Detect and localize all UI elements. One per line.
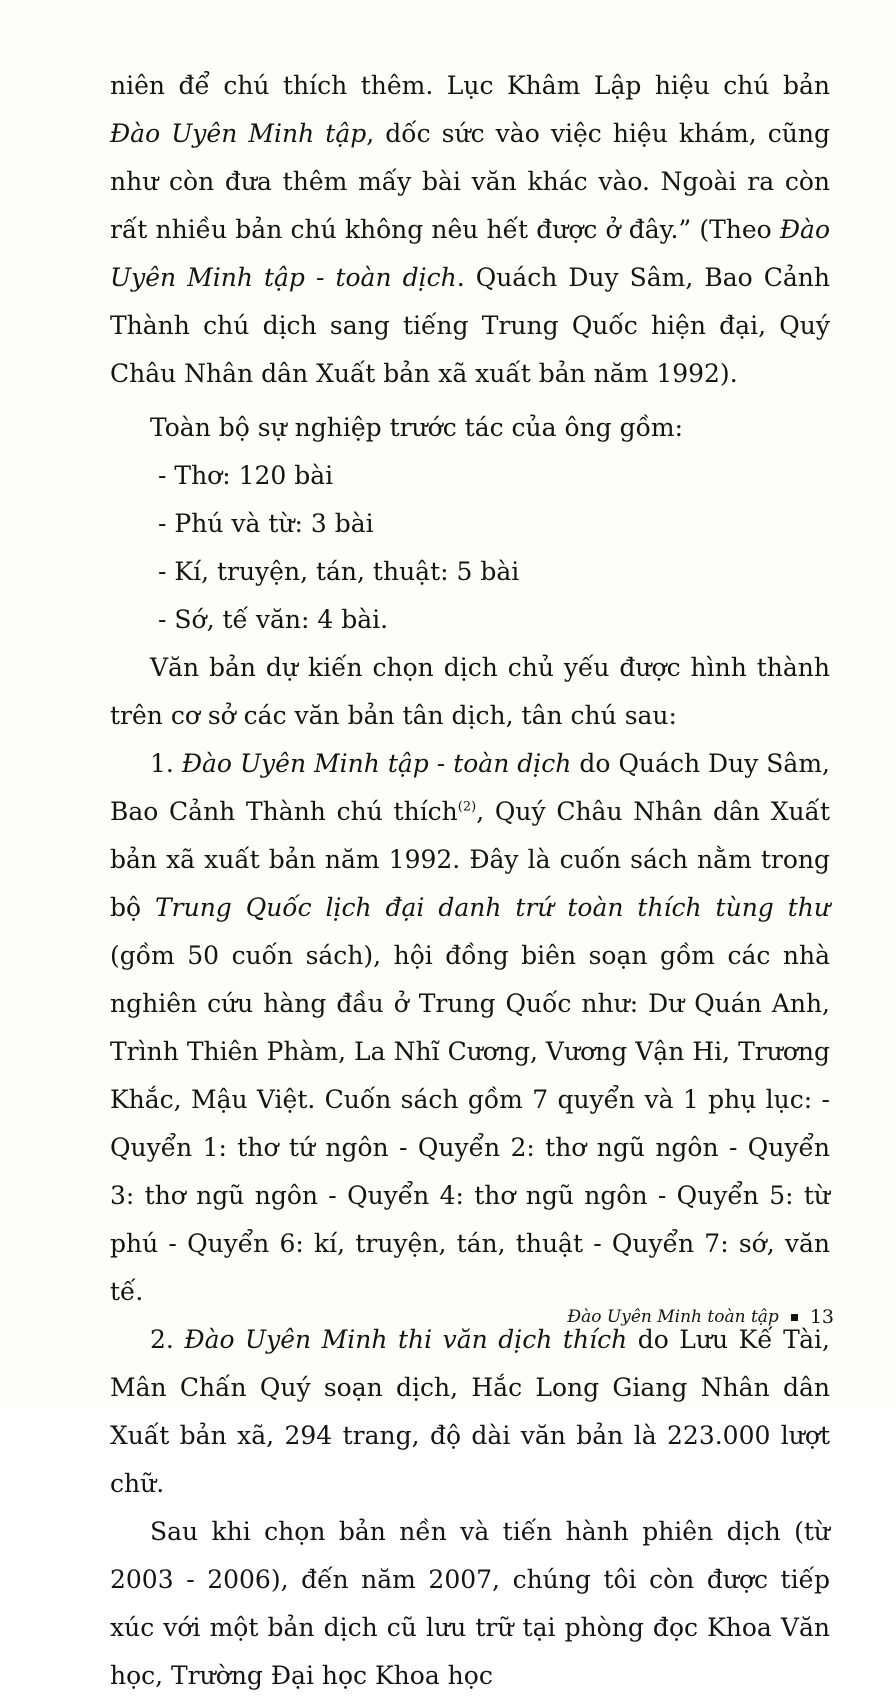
- text-run: 1.: [150, 749, 182, 778]
- source-2: [110, 1316, 830, 1508]
- paragraph-translation-history: Sau khi chọn bản nền và tiến hành phiên dịch (từ 2003 - 2006), đến năm 2007, chúng tôi còn được tiếp xúc với một bản dịch cũ lưu trữ tại phòng đọc Khoa Văn học, Trường Đại học Khoa học: [110, 1517, 830, 1690]
- source-1: [110, 740, 830, 1316]
- text-run: (gồm 50 cuốn sách), hội đồng biên soạn gồm các nhà nghiên cứu hàng đầu ở Trung Quốc như: Dư Quán Anh, Trình Thiên Phàm, La Nhĩ Cương, Vương Vận Hi, Trương Khắc, Mậu Việt. Cuốn sách gồm 7 quyển và 1 phụ lục: - Quyển 1: thơ tứ ngôn - Quyển 2: thơ ngũ ngôn - Quyển 3: thơ ngũ ngôn - Quyển 4: thơ ngũ ngôn - Quyển 5: từ phú - Quyển 6: kí, truyện, tán, thuật - Quyển 7: sớ, văn tế.: [110, 941, 830, 1306]
- text-run: do Lưu Kế Tài, Mân Chấn Quý soạn dịch, Hắc Long Giang Nhân dân Xuất bản xã, 294 trang, độ dài văn bản là 223.000 lượt chữ.: [110, 1325, 830, 1498]
- page-number: 13: [809, 1306, 834, 1328]
- text-run: , dốc sức vào việc hiệu khám, cũng như còn đưa thêm mấy bài văn khác vào. Ngoài ra còn rất nhiều bản chú không nêu hết được ở đây.” (Theo: [110, 119, 830, 244]
- page-footer: [567, 1306, 834, 1328]
- footnote-marker: (2): [457, 799, 477, 815]
- book-title: Đào Uyên Minh tập - toàn dịch: [110, 215, 830, 292]
- text-run: 2.: [150, 1325, 185, 1354]
- running-title: Đào Uyên Minh toàn tập: [567, 1307, 779, 1327]
- book-title: Đào Uyên Minh tập - toàn dịch: [181, 749, 572, 778]
- text-run: niên để chú thích thêm. Lục Khâm Lập hiệu chú bản: [110, 71, 830, 100]
- works-intro: Toàn bộ sự nghiệp trước tác của ông gồm:: [150, 413, 684, 442]
- series-title: Trung Quốc lịch đại danh trứ toàn thích tùng thư: [154, 893, 830, 922]
- book-title: Đào Uyên Minh thi văn dịch thích: [184, 1325, 628, 1354]
- works-item: - Kí, truyện, tán, thuật: 5 bài: [158, 557, 520, 586]
- works-item: - Thơ: 120 bài: [158, 461, 334, 490]
- source-intro: Văn bản dự kiến chọn dịch chủ yếu được hình thành trên cơ sở các văn bản tân dịch, tân chú sau:: [110, 653, 830, 730]
- text-run: do Quách Duy Sâm, Bao Cảnh Thành chú thích: [110, 749, 830, 826]
- book-title: Đào Uyên Minh tập: [110, 119, 367, 148]
- body-text: [110, 62, 830, 1700]
- text-run: , Quý Châu Nhân dân Xuất bản xã xuất bản năm 1992. Đây là cuốn sách nằm trong bộ: [110, 797, 830, 922]
- works-item: - Phú và từ: 3 bài: [158, 509, 374, 538]
- works-item: - Sớ, tế văn: 4 bài.: [158, 605, 389, 634]
- bullet-separator-icon: [791, 1314, 798, 1321]
- text-run: . Quách Duy Sâm, Bao Cảnh Thành chú dịch sang tiếng Trung Quốc hiện đại, Quý Châu Nhân dân Xuất bản xã xuất bản năm 1992).: [110, 263, 830, 388]
- paragraph-continuation: [110, 62, 830, 398]
